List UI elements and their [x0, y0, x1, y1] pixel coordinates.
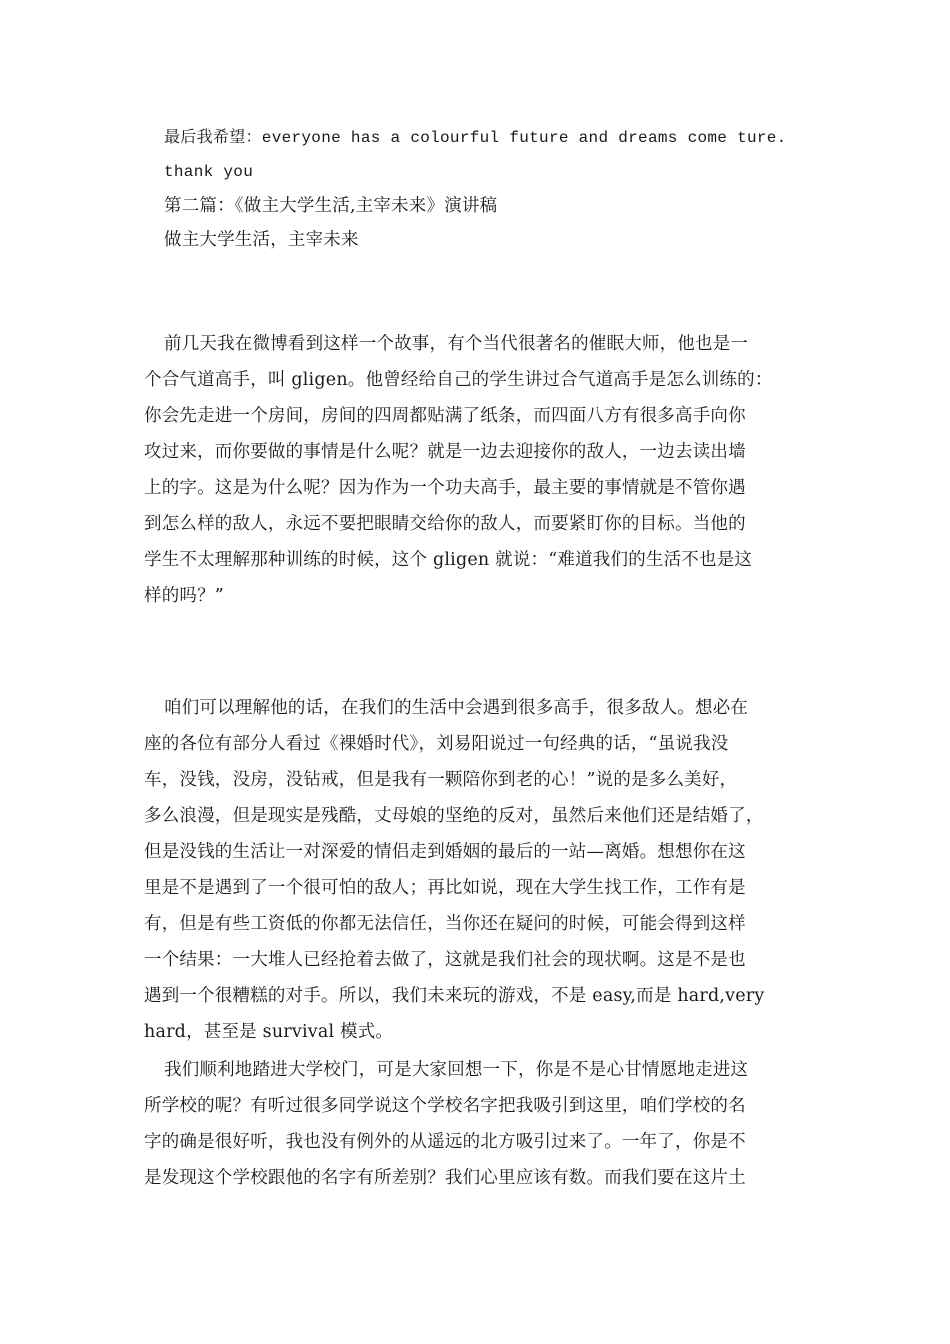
paragraph-3-line: 所学校的呢？有听过很多同学说这个学校名字把我吸引到这里，咱们学校的名 [144, 1096, 746, 1116]
paragraph-1-line: 攻过来，而你要做的事情是什么呢？就是一边去迎接你的敌人，一边去读出墙 [144, 442, 746, 462]
paragraph-1-line: 样的吗？” [144, 586, 224, 606]
paragraph-2-line: 咱们可以理解他的话，在我们的生活中会遇到很多高手，很多敌人。想必在 [164, 698, 749, 718]
thank-you-line: thank you [164, 163, 254, 181]
paragraph-2-line: hard，甚至是 survival 模式。 [144, 1022, 394, 1042]
paragraph-1-line: 到怎么样的敌人，永远不要把眼睛交给你的敌人，而要紧盯你的目标。当他的 [144, 514, 746, 534]
paragraph-3-line: 我们顺利地踏进大学校门，可是大家回想一下，你是不是心甘情愿地走进这 [164, 1060, 749, 1080]
paragraph-1-line: 上的字。这是为什么呢？因为作为一个功夫高手，最主要的事情就是不管你遇 [144, 478, 746, 498]
closing-wish-line: 最后我希望：everyone has a colourful future and dreams come ture. [164, 129, 787, 147]
paragraph-2-line: 有，但是有些工资低的你都无法信任，当你还在疑问的时候，可能会得到这样 [144, 914, 746, 934]
section-subtitle: 做主大学生活，主宰未来 [164, 230, 359, 250]
paragraph-2-line: 车，没钱，没房，没钻戒，但是我有一颗陪你到老的心！”说的是多么美好， [144, 770, 738, 790]
paragraph-2-line: 但是没钱的生活让一对深爱的情侣走到婚姻的最后的一站—离婚。想想你在这 [144, 842, 746, 862]
paragraph-1-line: 个合气道高手，叫 gligen。他曾经给自己的学生讲过合气道高手是怎么训练的： [144, 370, 773, 390]
section-heading: 第二篇：《做主大学生活,主宰未来》演讲稿 [164, 196, 498, 216]
paragraph-3-line: 是发现这个学校跟他的名字有所差别？我们心里应该有数。而我们要在这片土 [144, 1168, 746, 1188]
paragraph-3-line: 字的确是很好听，我也没有例外的从遥远的北方吸引过来了。一年了，你是不 [144, 1132, 746, 1152]
paragraph-2-line: 一个结果：一大堆人已经抢着去做了，这就是我们社会的现状啊。这是不是也 [144, 950, 746, 970]
paragraph-2-line: 多么浪漫，但是现实是残酷，丈母娘的坚绝的反对，虽然后来他们还是结婚了， [144, 806, 764, 826]
paragraph-1-line: 学生不太理解那种训练的时候，这个 gligen 就说：“难道我们的生活不也是这 [144, 550, 753, 570]
paragraph-1-line: 你会先走进一个房间，房间的四周都贴满了纸条，而四面八方有很多高手向你 [144, 406, 746, 426]
paragraph-2-line: 遇到一个很糟糕的对手。所以，我们未来玩的游戏，不是 easy,而是 hard,very [144, 986, 765, 1006]
paragraph-2-line: 里是不是遇到了一个很可怕的敌人；再比如说，现在大学生找工作，工作有是 [144, 878, 746, 898]
paragraph-1-line: 前几天我在微博看到这样一个故事，有个当代很著名的催眠大师，他也是一 [164, 334, 749, 354]
paragraph-2-line: 座的各位有部分人看过《裸婚时代》，刘易阳说过一句经典的话，“虽说我没 [144, 734, 729, 754]
